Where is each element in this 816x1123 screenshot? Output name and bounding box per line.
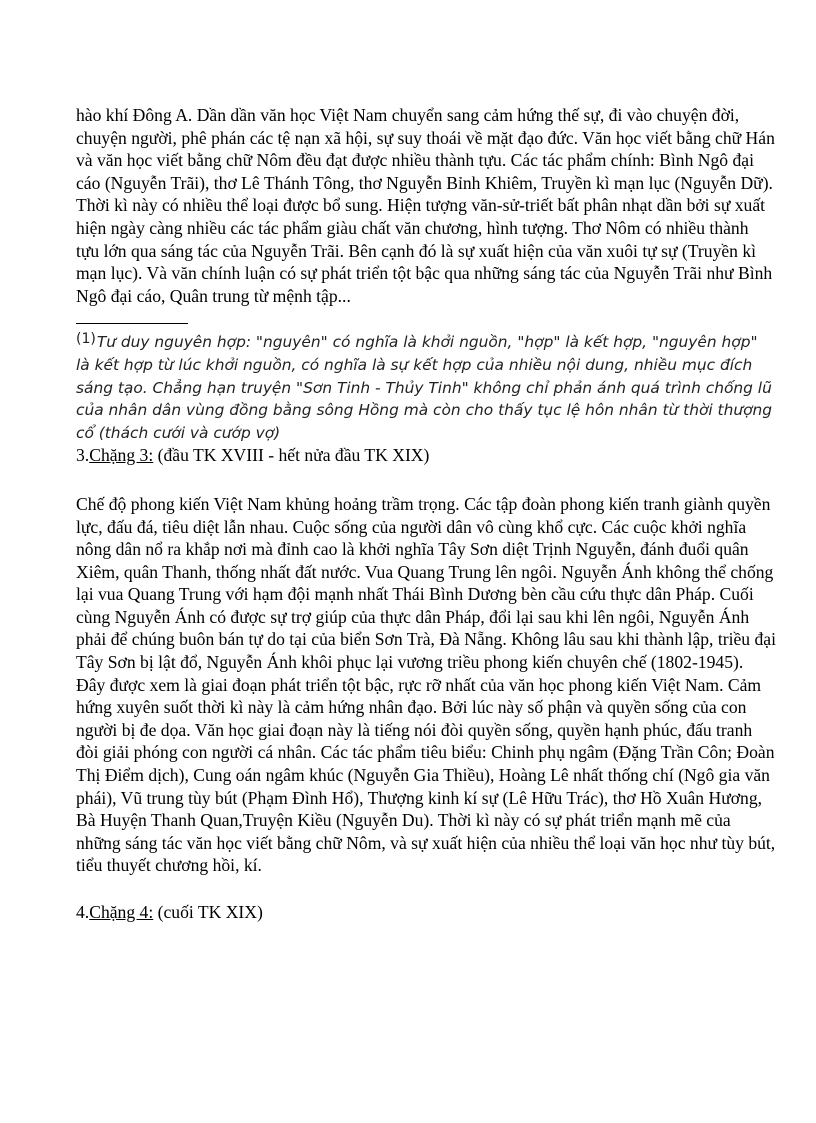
paragraph-4: Đây được xem là giai đoạn phát triển tột bậc, rực rỡ nhất của văn học phong kiến Việt Nam. Cảm hứng xuyên suốt thời kì này là cảm hứng nhân đạo. Bởi lúc này số phận và quyền sống của con người bị đe dọa. Văn học giai đoạn này là tiếng nói đòi quyền sống, quyền hạnh phúc, đấu tranh đòi giải phóng con người cá nhân. Các tác phẩm tiêu biểu: Chinh phụ ngâm (Đặng Trần Côn; Đoàn Thị Điểm dịch), Cung oán ngâm khúc (Nguyễn Gia Thiều), Hoàng Lê nhất thống chí (Ngô gia văn phái), Vũ trung tùy bút (Phạm Đình Hổ), Thượng kinh kí sự (Lê Hữu Trác), thơ Hồ Xuân Hương, Bà Huyện Thanh Quan,Truyện Kiều (Nguyễn Du). Thời kì này có sự phát triển mạnh mẽ của những sáng tác văn học viết bằng chữ Nôm, và sự xuất hiện của nhiều thể loại văn học như tùy bút, tiểu thuyết chương hồi, kí. (76, 674, 776, 876)
document-page (76, 104, 776, 924)
heading-label: Chặng 3: (89, 445, 154, 466)
section-heading-4 (76, 901, 776, 924)
heading-number: 4. (76, 902, 90, 922)
heading-number: 3. (76, 445, 90, 466)
paragraph-3: Chế độ phong kiến Việt Nam khủng hoảng trầm trọng. Các tập đoàn phong kiến tranh giành quyền lực, đấu đá, tiêu diệt lẫn nhau. Cuộc sống của người dân vô cùng khổ cực. Các cuộc khởi nghĩa nông dân nổ ra khắp nơi mà đỉnh cao là khởi nghĩa Tây Sơn diệt Trịnh Nguyễn, đánh đuổi quân Xiêm, quân Thanh, thống nhất đất nước. Vua Quang Trung lên ngôi. Nguyễn Ánh không thể chống lại vua Quang Trung với hạm đội mạnh nhất Thái Bình Dương bèn cầu cứu thực dân Pháp. Cuối cùng Nguyễn Ánh có được sự trợ giúp của thực dân Pháp, đổi lại sau khi lên ngôi, Nguyễn Ánh phải để chúng buôn bán tự do tại của biển Sơn Trà, Đà Nẵng. Không lâu sau khi thành lập, triều đại Tây Sơn bị lật đổ, Nguyễn Ánh khôi phục lại vương triều phong kiến chuyên chế (1802-1945). (76, 493, 776, 673)
footnote (76, 328, 776, 444)
footnote-text: Tư duy nguyên hợp: "nguyên" có nghĩa là khởi nguồn, "hợp" là kết hợp, "nguyên hợp" là kết hợp từ lúc khởi nguồn, có nghĩa là sự kết hợp của nhiều nội dung, nhiều mục đích sáng tạo. Chẳng hạn truyện "Sơn Tinh - Thủy Tinh" không chỉ phản ánh quá trình chống lũ của nhân dân vùng đồng bằng sông Hồng mà còn cho thấy tục lệ hôn nhân từ thời thượng cổ (thách cưới và cướp vợ) (76, 333, 773, 442)
heading-label: Chặng 4: (89, 902, 154, 922)
footnote-mark: (1) (76, 331, 96, 348)
heading-detail: (đầu TK XVIII - hết nửa đầu TK XIX) (153, 445, 430, 466)
heading-detail: (cuối TK XIX) (153, 902, 263, 922)
section-heading-3 (76, 444, 776, 467)
paragraph-1: hào khí Đông A. Dần dần văn học Việt Nam chuyển sang cảm hứng thế sự, đi vào chuyện đời, chuyện người, phê phán các tệ nạn xã hội, sự suy thoái về mặt đạo đức. Văn học viết bằng chữ Hán và văn học viết bằng chữ Nôm đều đạt được nhiều thành tựu. Các tác phẩm chính: Bình Ngô đại cáo (Nguyễn Trãi), thơ Lê Thánh Tông, thơ Nguyễn Bỉnh Khiêm, Truyền kì mạn lục (Nguyễn Dữ). (76, 105, 775, 193)
footnote-separator (76, 323, 188, 324)
paragraph-2: Thời kì này có nhiều thể loại được bổ sung. Hiện tượng văn-sử-triết bất phân nhạt dần bởi sự xuất hiện ngày càng nhiều các tác phẩm giàu chất văn chương, hình tượng. Thơ Nôm có nhiều thành tựu lớn qua sáng tác của Nguyễn Trãi. Bên cạnh đó là sự xuất hiện của văn xuôi tự sự (Truyền kì mạn lục). Và văn chính luận có sự phát triển tột bậc qua những sáng tác của Nguyễn Trãi như Bình Ngô đại cáo, Quân trung từ mệnh tập... (76, 195, 773, 306)
